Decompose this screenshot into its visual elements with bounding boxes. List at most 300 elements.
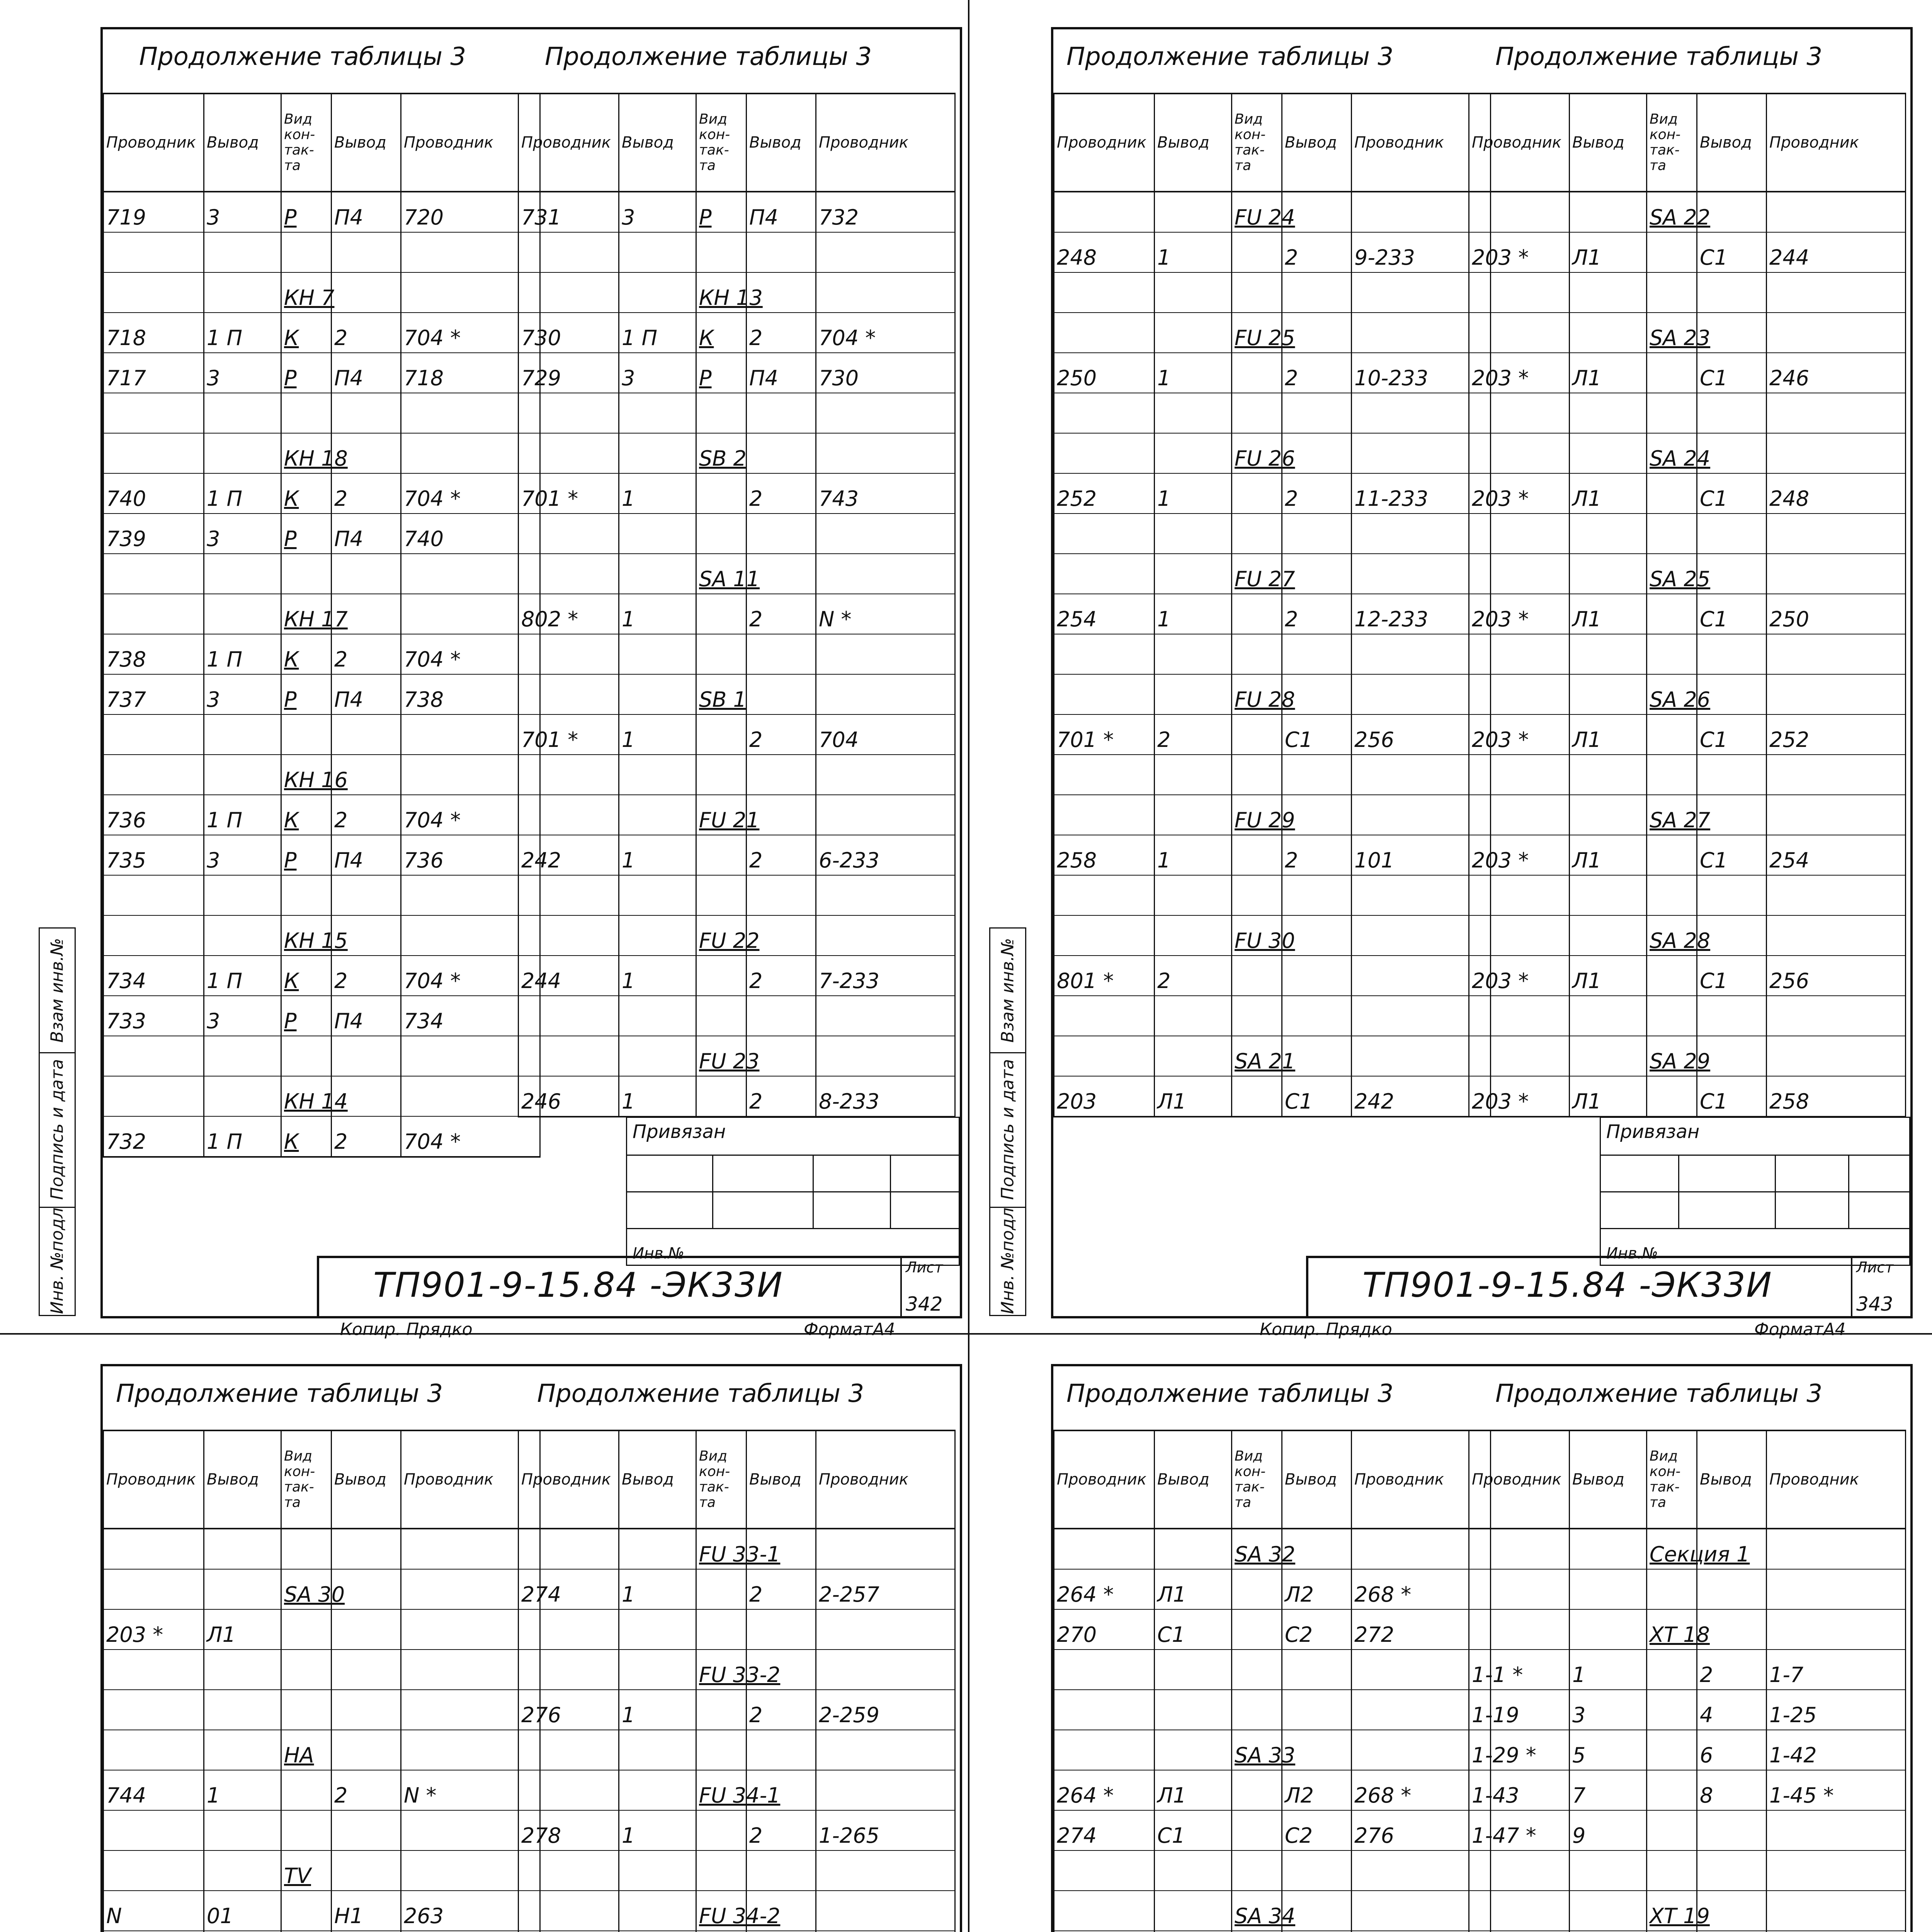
table-cell: SA 27 — [1647, 795, 1697, 835]
table-row — [519, 1730, 955, 1770]
table-cell — [519, 393, 619, 433]
table-cell — [204, 554, 281, 594]
connection-table-left — [103, 1430, 541, 1932]
table-cell — [747, 1730, 816, 1770]
table-row — [519, 232, 955, 272]
table-cell — [1155, 755, 1232, 795]
col-header: Проводник — [1767, 94, 1906, 192]
table-cell: КН 13 — [696, 272, 747, 313]
table-cell — [696, 835, 747, 875]
table-cell — [1155, 795, 1232, 835]
table-cell: 6 — [1697, 1730, 1767, 1770]
table-row — [1469, 1770, 1906, 1810]
table-row — [519, 996, 955, 1036]
table-cell: 2-259 — [816, 1690, 955, 1730]
table-cell: 1 — [619, 1810, 696, 1850]
table-cell — [1232, 1650, 1282, 1690]
table-cell: Л1 — [1570, 353, 1647, 393]
table-cell — [332, 1690, 401, 1730]
table-cell — [1155, 433, 1232, 473]
table-cell — [1767, 996, 1906, 1036]
table-row — [104, 1116, 540, 1157]
privyazan-label: Привязан — [633, 1121, 726, 1143]
table-cell: 263 — [401, 1891, 540, 1931]
table-cell: С1 — [1282, 1076, 1352, 1117]
table-header-row — [519, 94, 955, 192]
table-row — [1054, 996, 1491, 1036]
table-cell: 1 — [619, 594, 696, 634]
sheet-number: 343 — [1856, 1293, 1893, 1315]
table-cell — [1232, 755, 1282, 795]
table-cell — [204, 1569, 281, 1609]
table-cell — [1155, 674, 1232, 714]
table-row — [1054, 795, 1491, 835]
table-cell: 244 — [519, 956, 619, 996]
table-cell — [204, 1076, 281, 1116]
table-cell: 802 * — [519, 594, 619, 634]
privyazan-box — [1600, 1117, 1910, 1266]
table-cell — [104, 1650, 204, 1690]
table-row — [519, 192, 955, 232]
col-header: Проводник — [401, 94, 540, 192]
table-cell: 704 * — [401, 956, 540, 996]
table-cell — [519, 915, 619, 956]
table-cell: 5 — [1570, 1730, 1647, 1770]
table-cell — [696, 875, 747, 915]
table-cell: 1 П — [204, 313, 281, 353]
table-cell: N — [104, 1891, 204, 1931]
table-cell — [1282, 634, 1352, 674]
table-caption-right: Продолжение таблицы 3 — [1495, 1379, 1823, 1408]
table-cell: С1 — [1697, 956, 1767, 996]
table-row — [519, 1810, 955, 1850]
table-row — [1054, 272, 1491, 313]
table-cell — [1647, 875, 1697, 915]
table-row — [1469, 875, 1906, 915]
table-cell — [1570, 313, 1647, 353]
table-row — [104, 1690, 540, 1730]
table-row — [1054, 875, 1491, 915]
table-cell — [1647, 1730, 1697, 1770]
table-cell: Л1 — [1155, 1770, 1232, 1810]
table-cell — [332, 1730, 401, 1770]
table-cell: Л1 — [1155, 1569, 1232, 1609]
table-cell — [1232, 1810, 1282, 1850]
table-row — [519, 554, 955, 594]
table-cell: FU 33-2 — [696, 1650, 747, 1690]
table-cell — [104, 1529, 204, 1569]
inv-label: Инв.№ — [633, 1245, 684, 1262]
table-cell — [1570, 1529, 1647, 1569]
table-cell — [1155, 1850, 1232, 1891]
table-cell: 3 — [204, 514, 281, 554]
table-cell — [332, 1609, 401, 1650]
table-row — [519, 956, 955, 996]
table-header-row — [1469, 1430, 1906, 1529]
document-code: ТП901-9-15.84 -ЭК33И — [373, 1265, 783, 1305]
table-row — [104, 1850, 540, 1891]
table-row — [1054, 1730, 1491, 1770]
table-cell — [204, 1690, 281, 1730]
table-cell: ХТ 19 — [1647, 1891, 1697, 1931]
table-cell — [519, 1529, 619, 1569]
table-cell: 1 — [619, 1569, 696, 1609]
privyazan-line — [1601, 1155, 1909, 1156]
privyazan-label: Привязан — [1606, 1121, 1700, 1143]
table-row — [1469, 996, 1906, 1036]
table-cell: SA 32 — [1232, 1529, 1282, 1569]
table-row — [519, 795, 955, 835]
table-cell — [1469, 272, 1570, 313]
table-cell — [1469, 1609, 1570, 1650]
table-cell — [1469, 514, 1570, 554]
table-row — [519, 1036, 955, 1076]
table-cell: К — [281, 473, 332, 514]
table-row — [104, 313, 540, 353]
table-cell: 1 П — [204, 795, 281, 835]
table-row — [1054, 1810, 1491, 1850]
table-cell: 737 — [104, 674, 204, 714]
table-cell — [816, 1891, 955, 1931]
table-cell — [1469, 996, 1570, 1036]
table-cell — [104, 393, 204, 433]
table-caption-left: Продолжение таблицы 3 — [1066, 43, 1394, 71]
table-cell — [816, 915, 955, 956]
table-cell: 3 — [619, 353, 696, 393]
table-cell: 272 — [1352, 1609, 1491, 1650]
table-cell: 733 — [104, 996, 204, 1036]
table-cell — [1155, 915, 1232, 956]
table-cell: Р — [281, 674, 332, 714]
col-header: Проводник — [1054, 94, 1155, 192]
table-row — [519, 835, 955, 875]
stamp-column — [39, 927, 76, 1316]
table-cell: N * — [816, 594, 955, 634]
table-cell — [619, 232, 696, 272]
table-cell — [1697, 875, 1767, 915]
table-cell — [1697, 634, 1767, 674]
table-row — [104, 795, 540, 835]
table-cell: 701 * — [519, 714, 619, 755]
table-cell: 258 — [1767, 1076, 1906, 1117]
table-cell: 743 — [816, 473, 955, 514]
table-cell: 735 — [104, 835, 204, 875]
table-cell — [1647, 996, 1697, 1036]
table-row — [1469, 1810, 1906, 1850]
table-row — [519, 393, 955, 433]
table-row — [1469, 1730, 1906, 1770]
table-cell: 1 — [1155, 353, 1232, 393]
col-header: Проводник — [519, 94, 619, 192]
col-header: Вид кон- так- та — [1647, 1430, 1697, 1529]
table-row — [519, 313, 955, 353]
table-row — [1054, 1569, 1491, 1609]
table-row — [104, 996, 540, 1036]
table-cell — [1767, 1810, 1906, 1850]
table-cell — [1570, 272, 1647, 313]
table-cell: Л1 — [1570, 956, 1647, 996]
table-cell: 252 — [1054, 473, 1155, 514]
table-cell — [619, 1036, 696, 1076]
table-row — [1054, 1036, 1491, 1076]
table-cell — [1647, 473, 1697, 514]
table-cell — [1647, 393, 1697, 433]
table-cell: К — [281, 795, 332, 835]
table-cell: FU 28 — [1232, 674, 1282, 714]
table-row — [104, 1529, 540, 1569]
table-cell — [816, 1730, 955, 1770]
table-cell — [1232, 875, 1282, 915]
table-cell — [1647, 353, 1697, 393]
col-header: Вывод — [619, 94, 696, 192]
col-header: Вывод — [1155, 1430, 1232, 1529]
table-cell — [104, 232, 204, 272]
table-row — [104, 192, 540, 232]
table-row — [1469, 795, 1906, 835]
table-cell: 203 * — [1469, 714, 1570, 755]
connection-table-right — [518, 1430, 956, 1932]
table-row — [519, 353, 955, 393]
table-cell: П4 — [747, 192, 816, 232]
table-row — [519, 1609, 955, 1650]
table-cell — [1570, 433, 1647, 473]
table-cell — [204, 714, 281, 755]
table-cell — [1155, 1529, 1232, 1569]
table-cell: Р — [696, 192, 747, 232]
table-cell — [519, 1891, 619, 1931]
table-caption-right: Продолжение таблицы 3 — [537, 1379, 864, 1408]
sheet-number-cell — [1851, 1258, 1910, 1316]
table-cell — [332, 714, 401, 755]
table-row — [519, 272, 955, 313]
table-cell: КН 16 — [281, 755, 332, 795]
table-cell — [104, 915, 204, 956]
table-cell — [519, 514, 619, 554]
table-cell — [1469, 1569, 1570, 1609]
table-cell — [1282, 1690, 1352, 1730]
table-cell: 3 — [204, 192, 281, 232]
table-cell — [696, 634, 747, 674]
table-cell: 730 — [816, 353, 955, 393]
table-cell — [816, 554, 955, 594]
table-header-row — [1054, 94, 1491, 192]
table-cell — [1155, 634, 1232, 674]
table-cell: 1-45 * — [1767, 1770, 1906, 1810]
table-row — [1469, 634, 1906, 674]
table-cell: 256 — [1767, 956, 1906, 996]
sheet-343 — [989, 27, 1909, 1339]
table-cell: 246 — [519, 1076, 619, 1117]
table-cell: 2 — [332, 473, 401, 514]
table-cell: 2-257 — [816, 1569, 955, 1609]
table-cell — [1570, 996, 1647, 1036]
table-row — [104, 755, 540, 795]
table-cell — [519, 1036, 619, 1076]
table-cell: 704 * — [401, 313, 540, 353]
table-cell: 736 — [401, 835, 540, 875]
table-cell — [1647, 514, 1697, 554]
table-cell: 1-42 — [1767, 1730, 1906, 1770]
table-cell — [1054, 1850, 1155, 1891]
stamp-cell: Подпись и дата — [40, 1052, 75, 1208]
table-cell — [747, 232, 816, 272]
table-cell: 10-233 — [1352, 353, 1491, 393]
table-cell: 729 — [519, 353, 619, 393]
footer-format: ФорматА4 — [1754, 1320, 1846, 1339]
table-cell — [204, 1650, 281, 1690]
table-cell: 244 — [1767, 232, 1906, 272]
table-cell — [816, 272, 955, 313]
table-row — [1469, 1036, 1906, 1076]
table-row — [104, 1810, 540, 1850]
table-cell: 2 — [332, 313, 401, 353]
table-cell: 256 — [1352, 714, 1491, 755]
table-cell: 1 — [1155, 473, 1232, 514]
table-cell: Н1 — [332, 1891, 401, 1931]
privyazan-col — [712, 1155, 713, 1228]
col-header: Вывод — [1697, 1430, 1767, 1529]
table-cell — [696, 1850, 747, 1891]
table-cell — [204, 1529, 281, 1569]
table-cell — [1767, 1036, 1906, 1076]
table-cell — [747, 875, 816, 915]
table-cell: С1 — [1697, 1076, 1767, 1117]
table-cell: 2 — [1282, 473, 1352, 514]
table-row — [104, 232, 540, 272]
table-cell: 2 — [747, 1810, 816, 1850]
table-cell: 203 * — [1469, 1076, 1570, 1117]
table-row — [519, 1650, 955, 1690]
table-cell: ХТ 18 — [1647, 1609, 1697, 1650]
table-cell — [1155, 1891, 1232, 1931]
connection-table-left — [103, 93, 541, 1158]
table-cell — [747, 634, 816, 674]
table-cell — [519, 1850, 619, 1891]
table-cell: 2 — [747, 1076, 816, 1117]
table-cell: SA 28 — [1647, 915, 1697, 956]
table-cell — [1232, 1690, 1282, 1730]
table-row — [1054, 393, 1491, 433]
table-cell — [519, 1730, 619, 1770]
table-cell — [816, 674, 955, 714]
col-header: Вывод — [1570, 1430, 1647, 1529]
table-cell: 252 — [1767, 714, 1906, 755]
table-cell: 2 — [332, 956, 401, 996]
table-cell: 2 — [1282, 594, 1352, 634]
table-row — [1054, 594, 1491, 634]
col-header: Вывод — [619, 1430, 696, 1529]
table-cell: 720 — [401, 192, 540, 232]
table-cell — [1570, 875, 1647, 915]
table-cell: 718 — [401, 353, 540, 393]
table-cell — [1570, 1569, 1647, 1609]
table-cell — [104, 594, 204, 634]
table-cell: 246 — [1767, 353, 1906, 393]
table-cell — [1282, 393, 1352, 433]
table-cell — [816, 1850, 955, 1891]
table-cell — [332, 1810, 401, 1850]
table-cell — [1282, 272, 1352, 313]
table-cell — [1469, 1036, 1570, 1076]
table-cell — [619, 875, 696, 915]
table-cell — [1570, 795, 1647, 835]
table-cell: FU 34-2 — [696, 1891, 747, 1931]
table-cell — [104, 554, 204, 594]
table-row — [519, 473, 955, 514]
table-cell: Р — [281, 353, 332, 393]
col-header: Вид кон- так- та — [281, 1430, 332, 1529]
table-row — [104, 835, 540, 875]
col-header: Проводник — [1767, 1430, 1906, 1529]
sheet-344 — [39, 1364, 958, 1932]
table-cell: 203 * — [1469, 232, 1570, 272]
table-cell — [281, 1036, 332, 1076]
table-cell — [104, 1730, 204, 1770]
table-cell: TV — [281, 1850, 332, 1891]
table-cell — [1647, 755, 1697, 795]
table-cell — [204, 1810, 281, 1850]
table-cell: 274 — [1054, 1810, 1155, 1850]
table-cell — [1054, 795, 1155, 835]
table-row — [1469, 1891, 1906, 1931]
table-row — [519, 594, 955, 634]
table-cell: 276 — [519, 1690, 619, 1730]
footer-format: ФорматА4 — [804, 1320, 895, 1339]
table-row — [1054, 433, 1491, 473]
col-header: Вид кон- так- та — [1232, 94, 1282, 192]
table-cell — [816, 1650, 955, 1690]
table-cell — [1570, 755, 1647, 795]
table-cell — [332, 1529, 401, 1569]
table-cell: Л1 — [1570, 1076, 1647, 1117]
table-cell: SA 21 — [1232, 1036, 1282, 1076]
table-cell — [1282, 514, 1352, 554]
table-cell — [1155, 554, 1232, 594]
table-cell — [1570, 1609, 1647, 1650]
table-cell — [696, 714, 747, 755]
table-cell: 9-233 — [1352, 232, 1491, 272]
table-cell — [1647, 1076, 1697, 1117]
table-cell: 1 — [1155, 232, 1232, 272]
table-cell — [1054, 1891, 1155, 1931]
stamp-cell: Инв. №подл — [998, 1208, 1018, 1314]
table-cell: 3 — [1570, 1690, 1647, 1730]
table-cell: 2 — [1282, 353, 1352, 393]
table-cell — [619, 795, 696, 835]
table-cell: FU 25 — [1232, 313, 1282, 353]
table-cell — [1282, 996, 1352, 1036]
col-header: Вывод — [1570, 94, 1647, 192]
table-cell: SB 2 — [696, 433, 747, 473]
table-cell: 2 — [332, 1770, 401, 1810]
table-row — [519, 915, 955, 956]
table-cell — [619, 1770, 696, 1810]
table-cell — [1767, 1569, 1906, 1609]
table-cell: 2 — [1282, 232, 1352, 272]
table-row — [1054, 835, 1491, 875]
table-cell — [1767, 554, 1906, 594]
table-row — [1054, 514, 1491, 554]
table-row — [1469, 1850, 1906, 1891]
table-row — [1469, 674, 1906, 714]
table-cell: Р — [281, 996, 332, 1036]
table-cell — [696, 1730, 747, 1770]
col-header: Вывод — [747, 94, 816, 192]
table-cell: С1 — [1697, 353, 1767, 393]
table-cell — [619, 1529, 696, 1569]
table-cell — [1570, 915, 1647, 956]
table-row — [1469, 272, 1906, 313]
